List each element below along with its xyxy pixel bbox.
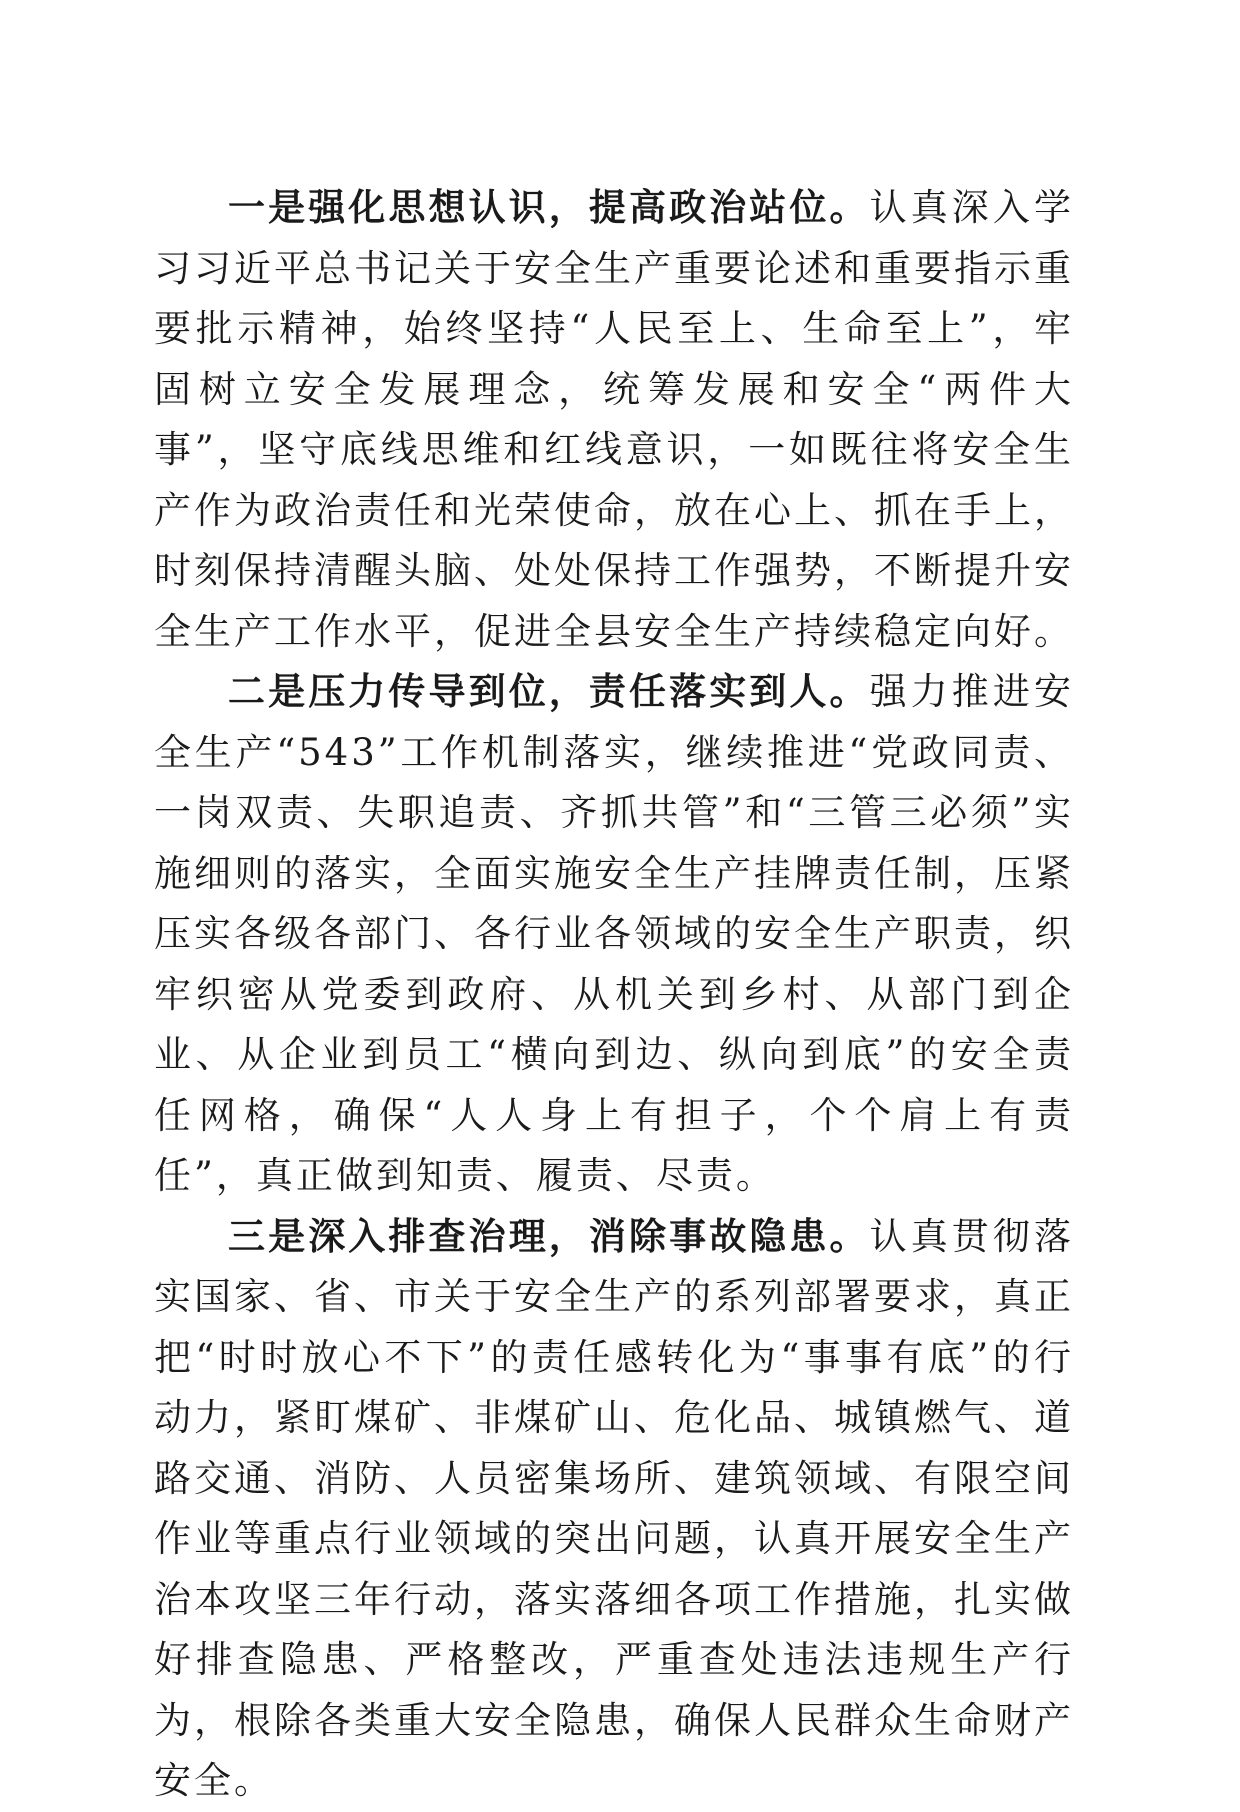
paragraph-1-text: 认真深入学习习近平总书记关于安全生产重要论述和重要指示重要批示精神，始终坚持“人民至上、生命至上”，牢固树立安全发展理念，统筹发展和安全“两件大事”，坚守底线思维和红线意识，一如既往将安全生产作为政治责任和光荣使命，放在心上、抓在手上，时刻保持清醒头脑、处处保持工作强势，不断提升安全生产工作水平，促进全县安全生产持续稳定向好。: [154, 186, 1075, 653]
paragraph-3-text: 认真贯彻落实国家、省、市关于安全生产的系列部署要求，真正把“时时放心不下”的责任感转化为“事事有底”的行动力，紧盯煤矿、非煤矿山、危化品、城镇燃气、道路交通、消防、人员密集场所、建筑领域、有限空间作业等重点行业领域的突出问题，认真开展安全生产治本攻坚三年行动，落实落细各项工作措施，扎实做好排查隐患、严格整改，严重查处违法违规生产行为，根除各类重大安全隐患，确保人民群众生命财产安全。: [154, 1214, 1075, 1802]
paragraph-3-heading: 三是深入排查治理，消除事故隐患。: [228, 1214, 870, 1258]
paragraph-2-heading: 二是压力传导到位，责任落实到人。: [228, 670, 870, 713]
paragraph-2-text: 强力推进安全生产“543”工作机制落实，继续推进“党政同责、一岗双责、失职追责、齐抓共管”和“三管三必须”实施细则的落实，全面实施安全生产挂牌责任制，压紧压实各级各部门、各行业各领域的安全生产职责，织牢织密从党委到政府、从机关到乡村、从部门到企业、从企业到员工“横向到边、纵向到底”的安全责任网格，确保“人人身上有担子，个个肩上有责任”，真正做到知责、履责、尽责。: [154, 670, 1075, 1197]
paragraph-1-heading: 一是强化思想认识，提高政治站位。: [228, 186, 870, 229]
document-body: [154, 178, 1074, 1812]
paragraph-2: [154, 662, 1074, 1207]
paragraph-1: [154, 178, 1074, 662]
paragraph-3: [154, 1207, 1074, 1812]
